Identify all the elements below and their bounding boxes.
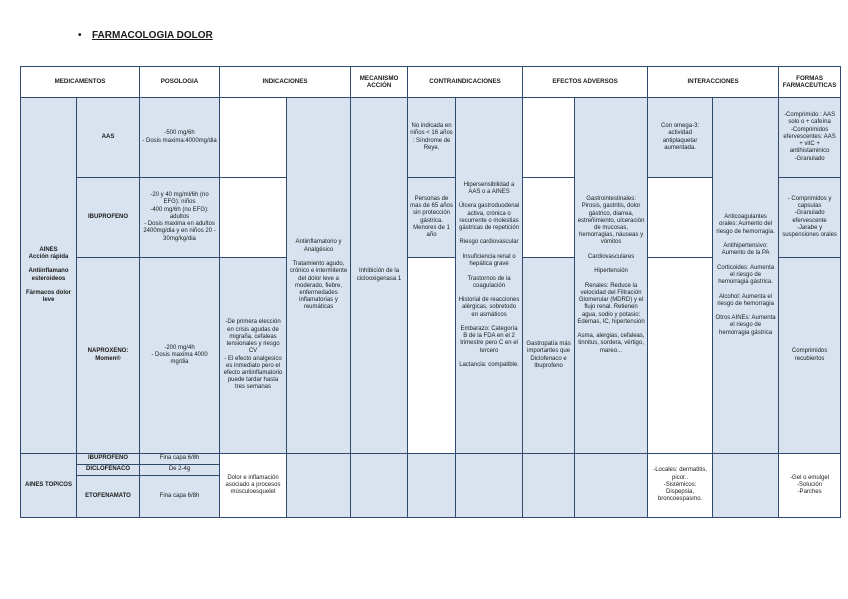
contra-aas: No indicada en niños < 16 años : Síndrome de Reye.	[408, 98, 456, 178]
efectos-adversos-generales: Gastrointestinales: Pirosis, gastritis, dolor gástrico, diarrea, estreñimiento, ulceración de mucosas, hemorragias, náuseas y vómitos Cardiovasculares Hipertensión Renales: Reduce la velocidad del Filtración Glomerular (MDRD) y el flujo renal. Retienen agua, sodio y potasio: Edemas, IC, hipertensión Asma, alergias, cefaleas, tinnitus, sordera, vértigo, mareo...	[575, 98, 648, 454]
header-formas: FORMAS FARMACEUTICAS	[779, 67, 841, 98]
header-posologia: POSOLOGIA	[140, 67, 220, 98]
header-mecanismo: MECANISMO ACCIÓN	[351, 67, 408, 98]
topicos-empty-7	[713, 454, 779, 518]
aines-topicos-label: AINES TOPICOS	[21, 454, 77, 518]
forma-naproxeno: Comprimidos recubiertos	[779, 258, 841, 454]
posologia-topico-diclofenaco: De 2-4g	[140, 465, 220, 476]
interaccion-naproxeno-empty	[648, 258, 713, 454]
header-efectos: EFECTOS ADVERSOS	[523, 67, 648, 98]
posologia-naproxeno: -200 mg/4h - Dosis maxima 4000 mg/dia	[140, 258, 220, 454]
efecto-ibuprofeno-empty	[523, 178, 575, 258]
forma-aas: -Comprimido : AAS solo o + cafeína -Comprimidos efervescentes: AAS + vitC + antihistaminico -Granulado	[779, 98, 841, 178]
topicos-empty-4	[456, 454, 523, 518]
forma-ibuprofeno: - Comprimidos y capsulas -Granulado efervescente -Jarabe y suspensiones orales	[779, 178, 841, 258]
interacciones-generales: Anticoagulantes orales: Aumento del riesgo de hemorragia. Antihipertensivo: Aumento de la PA Corticoides: Aumenta el riesgo de hemorragia gástrica. Alcohol: Aumenta el riesgo de hemorragia Otros AINEs: Aumenta el riesgo de hemorragia gástrica	[713, 98, 779, 454]
posologia-ibuprofeno: -20 y 40 mg/ml/6h (no EFG): niños -400 mg/6h (no EFG): adultos - Dosis maxima en adultos 2400mg/dia y en niños 20 - 30mg/kg/dia	[140, 178, 220, 258]
topicos-empty-6	[575, 454, 648, 518]
interaccion-aas: Con omega-3: actividad antiplaquetar aumentada.	[648, 98, 713, 178]
indicacion-antiinflamatorio: Antiinflamatorio y Analgésico Tratamiento agudo, crónico e intermitente del dolor leve a moderado, fiebre, enfermedades inflamatorias y reumáticas	[287, 98, 351, 454]
contra-ibuprofeno: Personas de mas de 65 años sin protección gástrica. Menores de 1 año	[408, 178, 456, 258]
header-interacciones: INTERACCIONES	[648, 67, 779, 98]
page-title: FARMACOLOGIA DOLOR	[92, 30, 213, 41]
topicos-empty-2	[351, 454, 408, 518]
header-medicamentos: MEDICAMENTOS	[21, 67, 140, 98]
title-row	[78, 30, 213, 41]
header-indicaciones: INDICACIONES	[220, 67, 351, 98]
indicacion-ibuprofeno-empty	[220, 178, 287, 258]
topicos-empty-3	[408, 454, 456, 518]
pharmacology-table	[20, 66, 841, 518]
contraindicaciones-generales: Hipersensibilidad a AAS o a AINES Úlcera gastroduodenal activa, crónica o recurrente o molestias gástricas de repetición Riesgo cardiovascular Insuficiencia renal o hepática grave Trastornos de la coagulación Historial de reacciones alérgicas, sobretodo en asmáticos Embarazo: Categoría B de la FDA en el 2 trimestre pero C en el tercero Lactancia: compatible.	[456, 98, 523, 454]
forma-topicos: -Gel o emulgel -Solución -Parches	[779, 454, 841, 518]
aines-group-label: AINES Acción rápida Antiinflamano esteroideos Fármacos dolor leve	[21, 98, 77, 454]
interaccion-ibuprofeno-empty	[648, 178, 713, 258]
indicacion-aas-empty	[220, 98, 287, 178]
efecto-aas-empty	[523, 98, 575, 178]
topicos-empty-1	[287, 454, 351, 518]
drug-naproxeno: NAPROXENO: Momen®	[77, 258, 140, 454]
topico-etofenamato: ETOFENAMATO	[77, 476, 140, 518]
topico-diclofenaco: DICLOFENACO	[77, 465, 140, 476]
mecanismo-accion: Inhibición de la ciclooxigenasa 1	[351, 98, 408, 454]
bullet: •	[78, 30, 82, 41]
header-contraindicaciones: CONTRAINDICACIONES	[408, 67, 523, 98]
posologia-topico-ibuprofeno: Fina capa 6/8h	[140, 454, 220, 465]
posologia-topico-etofenamato: Fina capa 6/8h	[140, 476, 220, 518]
posologia-aas: -500 mg/6h - Dosis maxima:4000mg/dia	[140, 98, 220, 178]
contra-naproxeno-empty	[408, 258, 456, 454]
drug-ibuprofeno: IBUPROFENO	[77, 178, 140, 258]
indicacion-topicos: Dolor e inflamación asociado a procesos músculoesquelet	[220, 454, 287, 518]
indicacion-naproxeno: -De primera elección en crisis agudas de migraña, cefaleas tensionales y riesgo CV - El efecto analgesico es inmediato pero el efecto antiinflamatorio puede tardar hasta tres semanas	[220, 258, 287, 454]
efectos-topicos: -Locales: dermatitis, picor.. -Sistémicos: Dispepsia, broncoespasmo.	[648, 454, 713, 518]
drug-aas: AAS	[77, 98, 140, 178]
topico-ibuprofeno: IBUPROFENO	[77, 454, 140, 465]
topicos-empty-5	[523, 454, 575, 518]
efecto-naproxeno: Gastropatía más importantes que Diclofenaco e Ibuprofeno	[523, 258, 575, 454]
